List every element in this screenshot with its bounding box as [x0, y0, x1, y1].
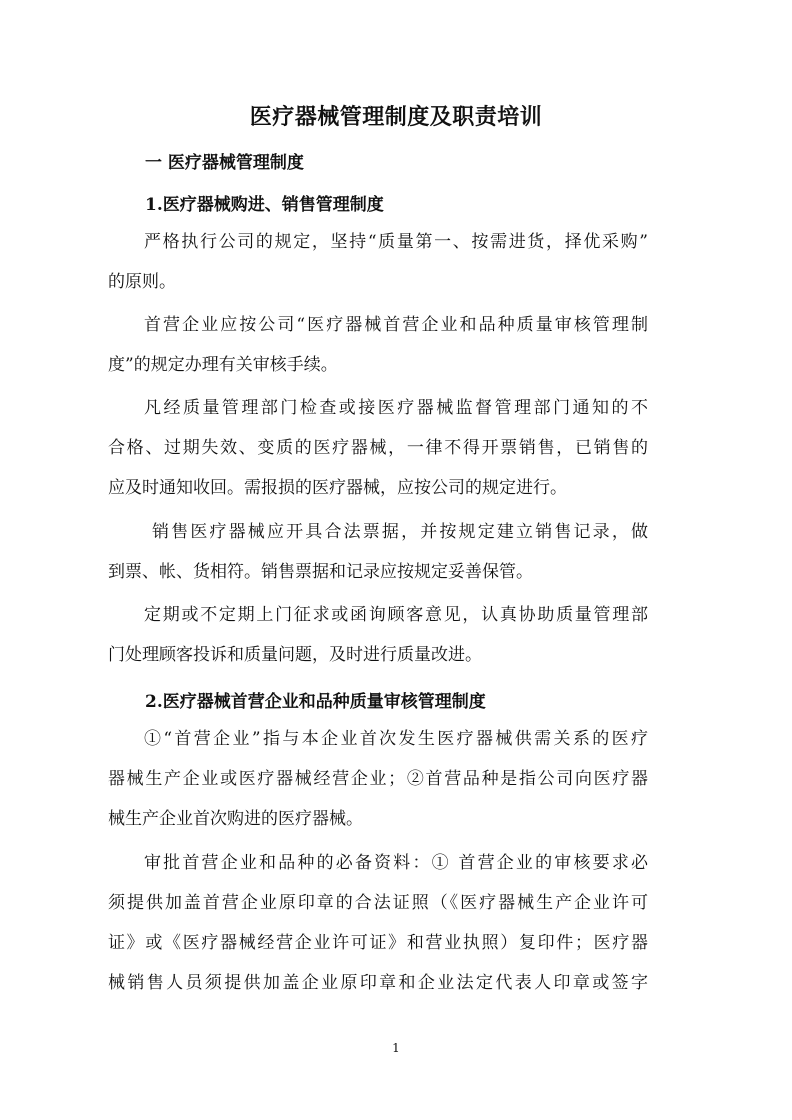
paragraph-line: 应及时通知收回。需报损的医疗器械，应按公司的规定进行。	[108, 478, 567, 498]
paragraph-line: 严格执行公司的规定，坚持“质量第一、按需进货，择优采购”	[144, 232, 648, 252]
paragraph-line: 械销售人员须提供加盖企业原印章和企业法定代表人印章或签字	[108, 973, 648, 993]
paragraph-3	[108, 388, 648, 508]
paragraph-line: 到票、帐、货相符。销售票据和记录应按规定妥善保管。	[108, 562, 533, 582]
paragraph-line: 合格、过期失效、变质的医疗器械，一律不得开票销售，已销售的	[108, 438, 648, 458]
paragraph-4	[108, 512, 648, 592]
paragraph-line: 械生产企业首次购进的医疗器械。	[108, 809, 363, 829]
paragraph-line: 证》或《医疗器械经营企业许可证》和营业执照）复印件；医疗器	[108, 933, 648, 953]
subsection-heading-2: 2.医疗器械首营企业和品种质量审核管理制度	[145, 692, 486, 712]
page-number: 1	[392, 1041, 400, 1055]
paragraph-2	[108, 305, 648, 385]
paragraph-line: 首营企业应按公司“医疗器械首营企业和品种质量审核管理制	[144, 315, 648, 335]
document-title: 医疗器械管理制度及职责培训	[249, 104, 543, 130]
section-heading: 一 医疗器械管理制度	[145, 153, 304, 173]
paragraph-line: 器械生产企业或医疗器械经营企业；②首营品种是指公司向医疗器	[108, 769, 648, 789]
paragraph-line: 定期或不定期上门征求或函询顾客意见，认真协助质量管理部	[144, 605, 648, 625]
paragraph-line: 门处理顾客投诉和质量问题，及时进行质量改进。	[108, 645, 482, 665]
paragraph-line: 须提供加盖首营企业原印章的合法证照（《医疗器械生产企业许可	[108, 893, 648, 913]
paragraph-5	[108, 595, 648, 675]
paragraph-7	[108, 843, 648, 1003]
paragraph-line: 凡经质量管理部门检查或接医疗器械监督管理部门通知的不	[144, 398, 648, 418]
paragraph-line: 销售医疗器械应开具合法票据，并按规定建立销售记录，做	[152, 522, 648, 542]
paragraph-line: 的原则。	[108, 272, 176, 292]
subsection-heading-1: 1.医疗器械购进、销售管理制度	[145, 195, 384, 215]
paragraph-1	[108, 222, 648, 302]
paragraph-line: ①“首营企业”指与本企业首次发生医疗器械供需关系的医疗	[144, 729, 648, 749]
paragraph-line: 度”的规定办理有关审核手续。	[108, 355, 338, 375]
paragraph-6	[108, 719, 648, 839]
paragraph-line: 审批首营企业和品种的必备资料：① 首营企业的审核要求必	[144, 853, 648, 873]
